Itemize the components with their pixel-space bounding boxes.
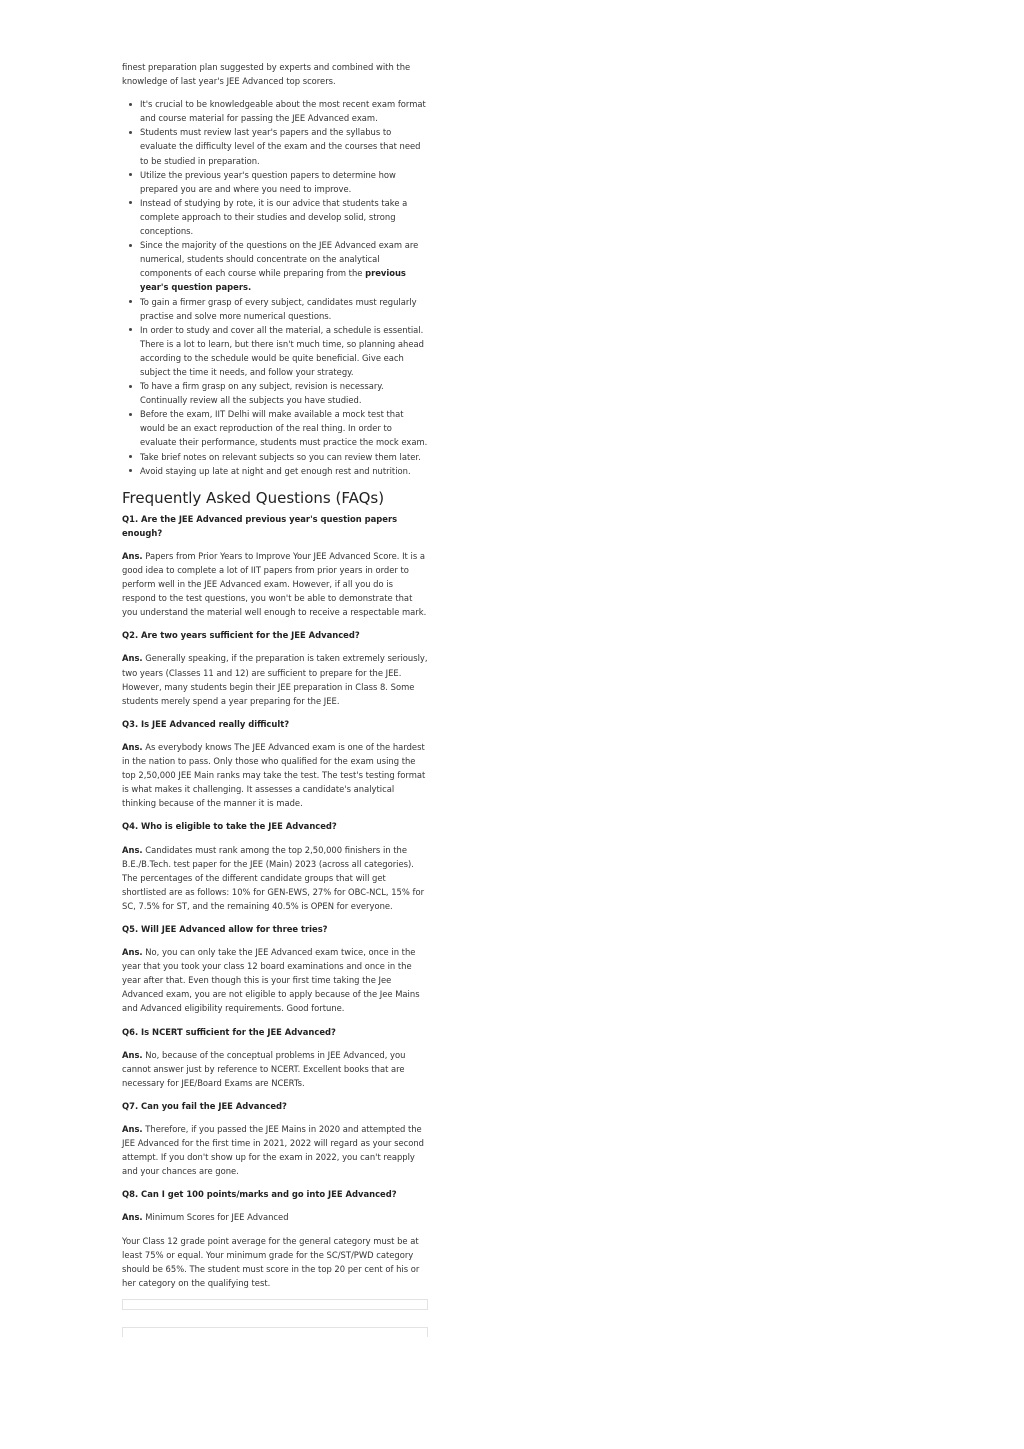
faq-question: Q2. Are two years sufficient for the JEE Advanced?	[122, 630, 360, 641]
faq-answer	[122, 651, 428, 707]
empty-embed-frame	[122, 1299, 428, 1310]
faq-answer	[122, 1122, 428, 1178]
list-item	[140, 323, 428, 379]
tip-text: It's crucial to be knowledgeable about the most recent exam format and course material for passing the JEE Advanced exam.	[140, 99, 426, 124]
tip-text: Utilize the previous year's question papers to determine how prepared you are and where you need to improve.	[140, 169, 396, 194]
list-item	[140, 168, 428, 196]
answer-text: Candidates must rank among the top 2,50,000 finishers in the B.E./B.Tech. test paper for the JEE (Main) 2023 (across all categories). The percentages of the different candidate groups that will get shortlisted are as follows: 10% for GEN-EWS, 27% for OBC-NCL, 15% for SC, 7.5% for ST, and the remaining 40.5% is OPEN for everyone.	[122, 844, 425, 911]
empty-embed-frame	[122, 1327, 428, 1337]
faq-answer	[122, 843, 428, 913]
article-content	[122, 60, 428, 1337]
list-item	[140, 450, 428, 464]
answer-text: No, because of the conceptual problems in JEE Advanced, you cannot answer just by reference to NCERT. Excellent books that are necessary for JEE/Board Exams are NCERTs.	[122, 1049, 406, 1088]
faq-question: Q7. Can you fail the JEE Advanced?	[122, 1100, 287, 1111]
faq-question: Q3. Is JEE Advanced really difficult?	[122, 718, 290, 729]
answer-text: Minimum Scores for JEE Advanced	[142, 1212, 289, 1223]
list-item	[140, 464, 428, 478]
faq-answer	[122, 549, 428, 619]
list-item	[140, 238, 428, 294]
tip-text: Take brief notes on relevant subjects so you can review them later.	[140, 451, 421, 462]
ans-label: Ans.	[122, 1212, 143, 1223]
faq-answer	[122, 945, 428, 1015]
answer-text: Papers from Prior Years to Improve Your JEE Advanced Score. It is a good idea to complete a lot of IIT papers from prior years in order to perform well in the JEE Advanced exam. However, if all you do is respond to the test questions, you won't be able to demonstrate that you understand the material well enough to receive a respectable mark.	[122, 550, 427, 618]
faq-answer	[122, 740, 428, 810]
answer-text: As everybody knows The JEE Advanced exam is one of the hardest in the nation to pass. Only those who qualified for the exam using the top 2,50,000 JEE Main ranks may take the test. The test's testing format is what makes it challenging. It assesses a candidate's analytical thinking because of the manner it is made.	[122, 741, 426, 809]
list-item	[140, 196, 428, 238]
faq-answer	[122, 1210, 428, 1224]
ans-label: Ans.	[122, 1124, 143, 1134]
answer-text: Therefore, if you passed the JEE Mains in 2020 and attempted the JEE Advanced for the first time in 2021, 2022 will regard as your second attempt. If you don't show up for the exam in 2022, you can't reapply and your chances are gone.	[122, 1124, 424, 1177]
tip-text: Avoid staying up late at night and get enough rest and nutrition.	[140, 465, 411, 476]
ans-label: Ans.	[122, 1049, 143, 1060]
tip-text: Before the exam, IIT Delhi will make available a mock test that would be an exact reproduction of the real thing. In order to evaluate their performance, students must practice the mock exam.	[140, 409, 428, 448]
faq-question: Q8. Can I get 100 points/marks and go into JEE Advanced?	[122, 1189, 397, 1200]
faq-question: Q6. Is NCERT sufficient for the JEE Advanced?	[122, 1026, 336, 1037]
list-item	[140, 407, 428, 449]
tip-text: In order to study and cover all the material, a schedule is essential. There is a lot to learn, but there isn't much time, so planning ahead according to the schedule would be quite beneficial. Give each subject the time it needs, and follow your strategy.	[140, 324, 424, 377]
faq-answer	[122, 1048, 428, 1090]
list-item	[140, 379, 428, 407]
ans-label: Ans.	[122, 653, 143, 664]
ans-label: Ans.	[122, 550, 143, 561]
tip-text: Instead of studying by rote, it is our advice that students take a complete approach to their studies and develop solid, strong conceptions.	[140, 197, 408, 237]
faq-heading: Frequently Asked Questions (FAQs)	[122, 488, 385, 507]
ans-label: Ans.	[122, 844, 143, 855]
list-item	[140, 125, 428, 167]
ans-label: Ans.	[122, 741, 143, 752]
intro-paragraph: finest preparation plan suggested by experts and combined with the knowledge of last year's JEE Advanced top scorers.	[122, 62, 411, 87]
list-item	[140, 97, 428, 125]
tip-text: To have a firm grasp on any subject, revision is necessary. Continually review all the subjects you have studied.	[140, 381, 384, 406]
tip-text: Since the majority of the questions on the JEE Advanced exam are numerical, students should concentrate on the analytical components of each course while preparing from the	[140, 240, 419, 279]
preparation-tips-list	[122, 97, 428, 478]
previous-papers-link-text[interactable]: previous year's question papers.	[140, 268, 406, 293]
ans-label: Ans.	[122, 947, 143, 958]
faq-question: Q1. Are the JEE Advanced previous year's question papers enough?	[122, 513, 398, 538]
answer-text: Generally speaking, if the preparation is taken extremely seriously, two years (Classes 11 and 12) are sufficient to prepare for the JEE. However, many students begin their JEE preparation in Class 8. Some students merely spend a year preparing for the JEE.	[122, 653, 428, 706]
faq-question: Q5. Will JEE Advanced allow for three tries?	[122, 923, 328, 934]
tip-text: Students must review last year's papers and the syllabus to evaluate the difficulty level of the exam and the courses that need to be studied in preparation.	[140, 127, 421, 166]
faq-question: Q4. Who is eligible to take the JEE Advanced?	[122, 821, 337, 832]
closing-paragraph: Your Class 12 grade point average for the general category must be at least 75% or equal. Your minimum grade for the SC/ST/PWD category should be 65%. The student must score in the top 20 per cent of his or her category on the qualifying test.	[122, 1235, 420, 1288]
list-item	[140, 295, 428, 323]
answer-text: No, you can only take the JEE Advanced exam twice, once in the year that you took your class 12 board examinations and once in the year after that. Even though this is your first time taking the Jee Advanced exam, you are not eligible to apply because of the Jee Mains and Advanced eligibility requirements. Good fortune.	[122, 947, 420, 1014]
tip-text: To gain a firmer grasp of every subject, candidates must regularly practise and solve more numerical questions.	[140, 296, 417, 321]
